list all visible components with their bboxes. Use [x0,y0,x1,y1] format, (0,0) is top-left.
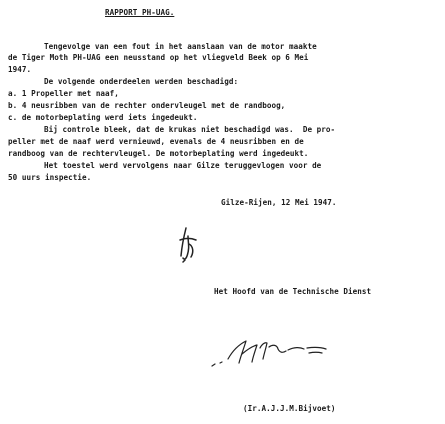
damage-intro: De volgende onderdeelen werden beschadigd: [44,77,239,86]
damage-item: c. de motorbeplating werd iets ingedeukt. [8,113,198,122]
damage-item: b. 4 neusribben van de rechter ondervleugel met de randboog, [8,101,286,110]
signatory-title: Het Hoofd van de Technische Dienst [214,287,372,296]
signatory-name: (Ir.A.J.J.M.Bijvoet) [243,404,336,413]
body-line: de Tiger Moth PH-UAG een neusstand op het vliegveld Beek op 6 Mei [8,53,309,62]
place-date: Gilze-Rijen, 12 Mei 1947. [221,198,337,207]
report-title: RAPPORT PH-UAG. [105,8,175,17]
body-line: Bij controle bleek, dat de krukas niet beschadigd was. De pro- [44,125,336,134]
body-line: Het toestel werd vervolgens naar Gilze teruggevlogen voor de [44,161,322,170]
body-line: randboog van de rechtervleugel. De motorbeplating werd ingedeukt. [8,149,309,158]
body-line: peller met de naaf werd vernieuwd, evenals de 4 neusribben en de [8,137,304,146]
handwritten-signature [208,335,338,371]
body-line: Tengevolge van een fout in het aanslaan van de motor maakte [44,42,317,51]
handwritten-initials [176,226,200,266]
body-line: 1947. [8,65,32,74]
body-line: 50 uurs inspectie. [8,173,92,182]
damage-item: a. 1 Propeller met naaf, [8,89,119,98]
